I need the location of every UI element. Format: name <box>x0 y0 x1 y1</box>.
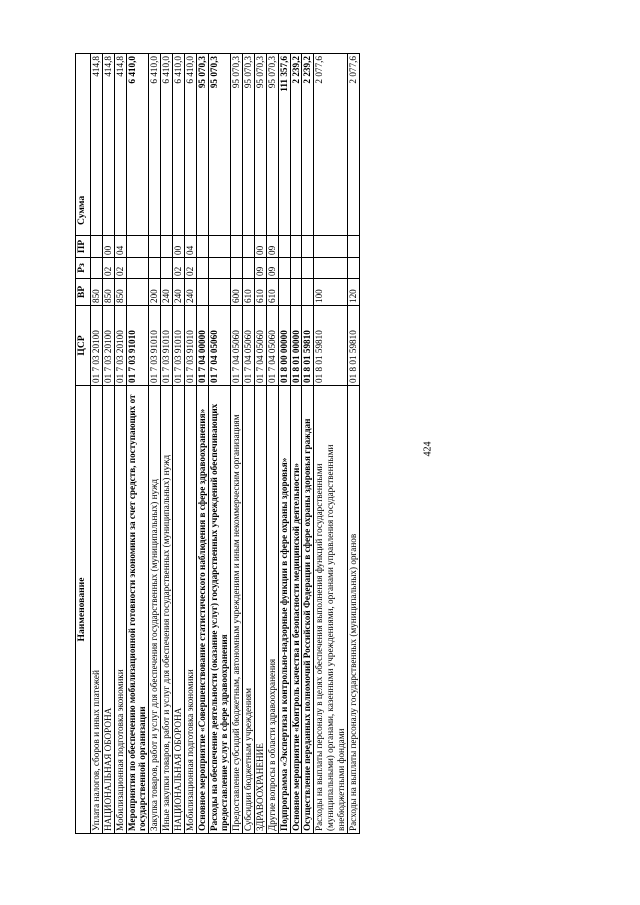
table-row <box>347 54 359 834</box>
cell-name: Субсидии бюджетным учреждениям <box>243 386 255 834</box>
cell-pr <box>126 236 149 258</box>
cell-vr <box>208 279 231 306</box>
cell-rz: 02 <box>102 258 114 279</box>
cell-pr <box>243 236 255 258</box>
cell-csr: 01 7 03 91010 <box>184 306 196 386</box>
header-vr: ВР <box>76 279 91 306</box>
cell-rz <box>91 258 103 279</box>
table-row <box>126 54 149 834</box>
cell-csr: 01 7 04 05060 <box>266 306 278 386</box>
cell-rz: 09 <box>255 258 267 279</box>
cell-sum: 95 070,3 <box>243 54 255 236</box>
header-pr: ПР <box>76 236 91 258</box>
cell-csr: 01 8 01 59810 <box>314 306 348 386</box>
cell-csr: 01 7 03 20100 <box>91 306 103 386</box>
cell-name: Основное мероприятие «Контроль качества и безопасности медицинской деятельности» <box>290 386 302 834</box>
cell-name: Предоставление субсидий бюджетным, автономным учреждениям и иным некоммерческим организациям <box>231 386 243 834</box>
table-header-row <box>76 54 91 834</box>
cell-csr: 01 7 03 91010 <box>126 306 149 386</box>
cell-sum: 414,8 <box>102 54 114 236</box>
cell-pr <box>196 236 208 258</box>
cell-csr: 01 7 04 00000 <box>196 306 208 386</box>
cell-vr <box>290 279 302 306</box>
cell-name: Иные закупки товаров, работ и услуг для обеспечения государственных (муниципальных) нужд <box>161 386 173 834</box>
cell-rz: 09 <box>266 258 278 279</box>
cell-vr <box>278 279 290 306</box>
cell-csr: 01 7 04 05060 <box>231 306 243 386</box>
header-csr: ЦСР <box>76 306 91 386</box>
cell-csr: 01 7 04 05060 <box>208 306 231 386</box>
cell-sum: 6 410,0 <box>184 54 196 236</box>
table-row <box>278 54 290 834</box>
header-rz: Рз <box>76 258 91 279</box>
cell-name: Закупка товаров, работ и услуг для обеспечения государственных (муниципальных) нужд <box>149 386 161 834</box>
header-sum: Сумма <box>76 54 91 236</box>
cell-rz <box>314 258 348 279</box>
cell-vr: 600 <box>231 279 243 306</box>
cell-sum: 2 239,2 <box>302 54 314 236</box>
cell-vr: 100 <box>314 279 348 306</box>
table-row <box>266 54 278 834</box>
cell-pr <box>314 236 348 258</box>
cell-name: Подпрограмма «Экспертиза и контрольно-надзорные функции в сфере охраны здоровья» <box>278 386 290 834</box>
cell-sum: 2 239,2 <box>290 54 302 236</box>
cell-rz <box>149 258 161 279</box>
cell-sum: 2 077,6 <box>347 54 359 236</box>
cell-pr: 00 <box>255 236 267 258</box>
cell-csr: 01 7 03 91010 <box>161 306 173 386</box>
cell-name: Осуществление переданных полномочий Российской Федерации в сфере охраны здоровья граждан <box>302 386 314 834</box>
cell-sum: 95 070,3 <box>196 54 208 236</box>
cell-rz <box>196 258 208 279</box>
cell-pr <box>290 236 302 258</box>
cell-vr: 850 <box>91 279 103 306</box>
cell-sum: 6 410,0 <box>161 54 173 236</box>
cell-rz <box>161 258 173 279</box>
cell-pr: 00 <box>102 236 114 258</box>
cell-name: Уплата налогов, сборов и иных платежей <box>91 386 103 834</box>
cell-csr: 01 7 04 05060 <box>243 306 255 386</box>
cell-rz <box>231 258 243 279</box>
cell-vr: 240 <box>161 279 173 306</box>
cell-vr: 850 <box>114 279 126 306</box>
page-number: 424 <box>422 441 434 457</box>
table-row <box>255 54 267 834</box>
cell-csr: 01 7 04 05060 <box>255 306 267 386</box>
cell-vr: 610 <box>266 279 278 306</box>
budget-table-container <box>75 54 540 834</box>
cell-name: Расходы на выплаты персоналу в целях обеспечения выполнения функций государственными (муниципальными) органами, казенными учреждениями, органами управления государственными внебюджетными фондами <box>314 386 348 834</box>
cell-rz <box>302 258 314 279</box>
cell-name: ЗДРАВООХРАНЕНИЕ <box>255 386 267 834</box>
cell-name: Расходы на обеспечение деятельности (оказание услуг) государственных учреждений обеспечивающих предоставление услуг в сфере здравоохранения <box>208 386 231 834</box>
cell-vr: 120 <box>347 279 359 306</box>
cell-vr <box>302 279 314 306</box>
cell-csr: 01 8 01 00000 <box>290 306 302 386</box>
cell-vr: 610 <box>243 279 255 306</box>
cell-vr: 240 <box>173 279 185 306</box>
cell-vr: 240 <box>184 279 196 306</box>
cell-sum: 6 410,0 <box>149 54 161 236</box>
budget-table <box>75 53 360 834</box>
table-row <box>102 54 114 834</box>
cell-sum: 414,8 <box>114 54 126 236</box>
cell-rz: 02 <box>114 258 126 279</box>
cell-vr <box>126 279 149 306</box>
cell-name: НАЦИОНАЛЬНАЯ ОБОРОНА <box>102 386 114 834</box>
cell-vr <box>196 279 208 306</box>
cell-name: Основное мероприятие «Совершенствование статистического наблюдения в сфере здравоохранения» <box>196 386 208 834</box>
cell-csr: 01 7 03 91010 <box>173 306 185 386</box>
cell-pr <box>278 236 290 258</box>
cell-pr <box>347 236 359 258</box>
cell-rz <box>347 258 359 279</box>
cell-rz <box>126 258 149 279</box>
table-row <box>114 54 126 834</box>
cell-pr: 04 <box>114 236 126 258</box>
cell-pr <box>302 236 314 258</box>
cell-sum: 95 070,3 <box>208 54 231 236</box>
table-row <box>149 54 161 834</box>
cell-pr: 04 <box>184 236 196 258</box>
cell-vr: 610 <box>255 279 267 306</box>
cell-rz <box>208 258 231 279</box>
cell-rz <box>243 258 255 279</box>
cell-sum: 95 070,3 <box>266 54 278 236</box>
cell-csr: 01 7 03 91010 <box>149 306 161 386</box>
cell-rz <box>278 258 290 279</box>
cell-sum: 95 070,3 <box>231 54 243 236</box>
table-row <box>314 54 348 834</box>
table-row <box>208 54 231 834</box>
cell-pr: 00 <box>173 236 185 258</box>
table-row <box>184 54 196 834</box>
cell-csr: 01 8 00 00000 <box>278 306 290 386</box>
cell-name: Другие вопросы в области здравоохранения <box>266 386 278 834</box>
cell-pr <box>161 236 173 258</box>
cell-sum: 6 410,0 <box>173 54 185 236</box>
cell-pr <box>231 236 243 258</box>
cell-sum: 2 077,6 <box>314 54 348 236</box>
cell-pr <box>91 236 103 258</box>
cell-csr: 01 8 01 59810 <box>302 306 314 386</box>
cell-name: Мобилизационная подготовка экономики <box>184 386 196 834</box>
cell-pr <box>208 236 231 258</box>
cell-csr: 01 7 03 20100 <box>114 306 126 386</box>
header-name: Наименование <box>76 386 91 834</box>
table-row <box>231 54 243 834</box>
cell-csr: 01 7 03 20100 <box>102 306 114 386</box>
cell-vr: 850 <box>102 279 114 306</box>
table-row <box>302 54 314 834</box>
cell-pr <box>149 236 161 258</box>
table-row <box>91 54 103 834</box>
cell-pr: 09 <box>266 236 278 258</box>
cell-name: НАЦИОНАЛЬНАЯ ОБОРОНА <box>173 386 185 834</box>
cell-sum: 6 410,0 <box>126 54 149 236</box>
cell-rz: 02 <box>184 258 196 279</box>
cell-name: Расходы на выплаты персоналу государственных (муниципальных) органов <box>347 386 359 834</box>
cell-sum: 111 357,6 <box>278 54 290 236</box>
table-row <box>173 54 185 834</box>
cell-sum: 95 070,3 <box>255 54 267 236</box>
table-row <box>161 54 173 834</box>
table-row <box>290 54 302 834</box>
cell-name: Мероприятия по обеспечению мобилизационной готовности экономики за счет средств, поступающих от государственной организации <box>126 386 149 834</box>
table-row <box>243 54 255 834</box>
cell-rz: 02 <box>173 258 185 279</box>
cell-name: Мобилизационная подготовка экономики <box>114 386 126 834</box>
cell-csr: 01 8 01 59810 <box>347 306 359 386</box>
cell-vr: 200 <box>149 279 161 306</box>
table-row <box>196 54 208 834</box>
cell-rz <box>290 258 302 279</box>
cell-sum: 414,8 <box>91 54 103 236</box>
